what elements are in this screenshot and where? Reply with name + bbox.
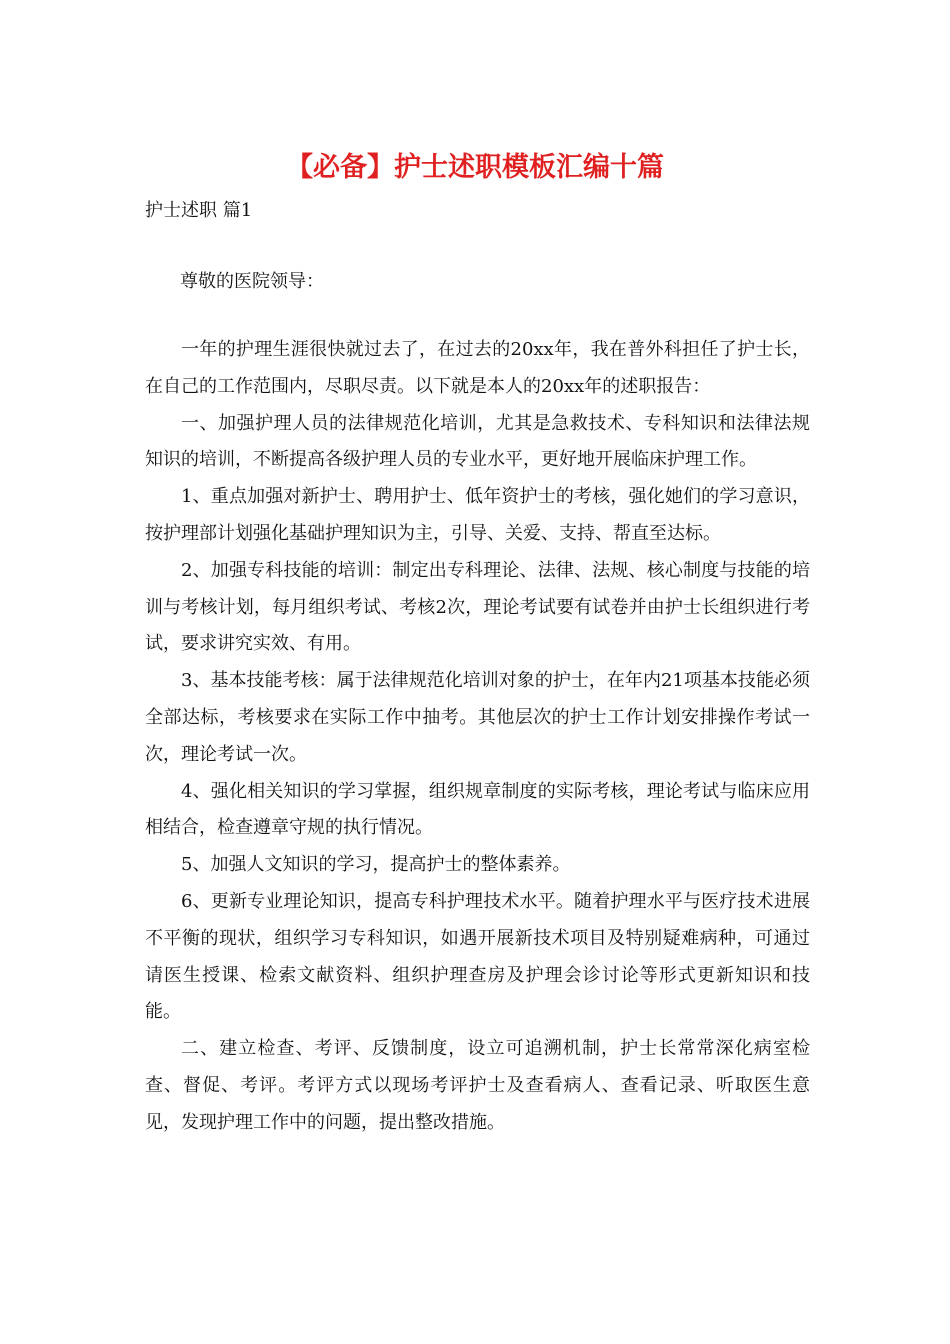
document-body bbox=[145, 332, 810, 1142]
paragraph: 2、加强专科技能的培训：制定出专科理论、法律、法规、核心制度与技能的培训与考核计划，每月组织考试、考核2次，理论考试要有试卷并由护士长组织进行考试，要求讲究实效、有用。 bbox=[145, 559, 810, 655]
paragraph: 一、加强护理人员的法律规范化培训，尤其是急救技术、专科知识和法律法规知识的培训，不断提高各级护理人员的专业水平，更好地开展临床护理工作。 bbox=[145, 412, 810, 471]
paragraph: 6、更新专业理论知识，提高专科护理技术水平。随着护理水平与医疗技术进展不平衡的现状，组织学习专科知识，如遇开展新技术项目及特别疑难病种，可通过请医生授课、检索文献资料、组织护理查房及护理会诊讨论等形式更新知识和技能。 bbox=[145, 890, 810, 1023]
paragraph: 4、强化相关知识的学习掌握，组织规章制度的实际考核，理论考试与临床应用相结合，检查遵章守规的执行情况。 bbox=[145, 780, 810, 839]
paragraph: 1、重点加强对新护士、聘用护士、低年资护士的考核，强化她们的学习意识，按护理部计划强化基础护理知识为主，引导、关爱、支持、帮直至达标。 bbox=[145, 486, 810, 544]
paragraph: 一年的护理生涯很快就过去了，在过去的20xx年，我在普外科担任了护士长，在自己的工作范围内，尽职尽责。以下就是本人的20xx年的述职报告： bbox=[145, 339, 810, 397]
greeting: 尊敬的医院领导： bbox=[180, 271, 324, 292]
paragraph: 二、建立检查、考评、反馈制度，设立可追溯机制，护士长常常深化病室检查、督促、考评。考评方式以现场考评护士及查看病人、查看记录、听取医生意见，发现护理工作中的问题，提出整改措施。 bbox=[145, 1038, 810, 1133]
document-title: 【必备】护士述职模板汇编十篇 bbox=[286, 152, 664, 183]
paragraph: 3、基本技能考核：属于法律规范化培训对象的护士，在年内21项基本技能必须全部达标，考核要求在实际工作中抽考。其他层次的护士工作计划安排操作考试一次，理论考试一次。 bbox=[145, 670, 810, 765]
section-heading: 护士述职 篇1 bbox=[145, 200, 253, 221]
paragraph: 5、加强人文知识的学习，提高护士的整体素养。 bbox=[181, 854, 571, 876]
